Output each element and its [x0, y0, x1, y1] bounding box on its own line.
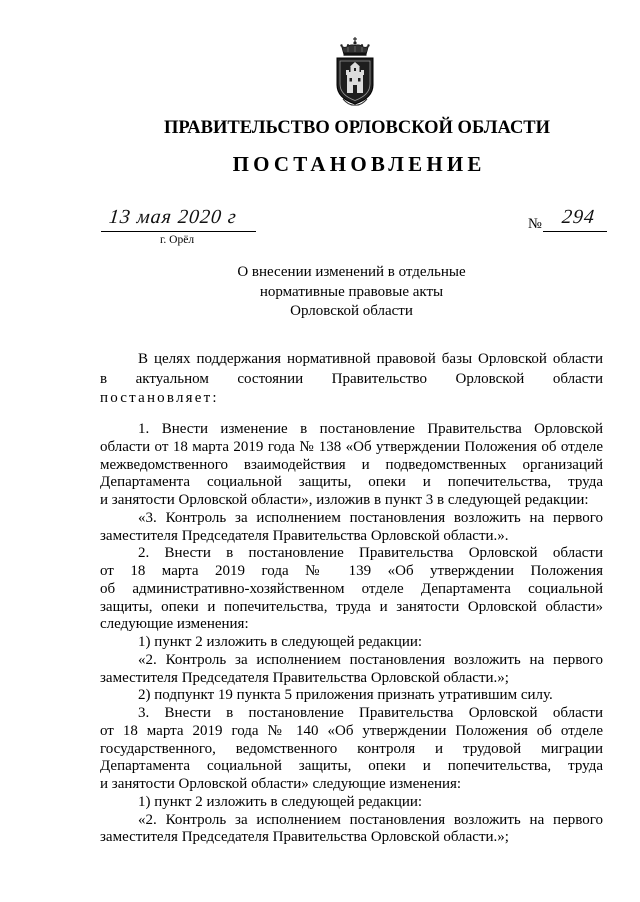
- document-body: [100, 421, 603, 847]
- body-line: и занятости Орловской области» следующие изменения:: [100, 776, 462, 792]
- body-line: 1) пункт 2 изложить в следующей редакции:: [138, 793, 423, 810]
- body-line: области от 18 марта 2019 года № 138 «Об утверждении Положения об отделе: [100, 438, 603, 455]
- body-paragraph: [100, 687, 603, 705]
- body-line: Департамента социальной защиты, опеки и попечительства, труда: [100, 474, 603, 491]
- title-line: Орловской области: [290, 303, 413, 319]
- coat-of-arms-icon: [331, 37, 379, 107]
- body-line: «3. Контроль за исполнением постановления возложить на первого: [138, 509, 603, 526]
- crown-icon: [340, 37, 369, 56]
- body-line: 3. Внести в постановление Правительства Орловской области: [138, 705, 603, 721]
- preamble: [100, 350, 603, 409]
- body-line: заместителя Председателя Правительства Орловской области.»;: [100, 669, 509, 686]
- body-line: межведомственного взаимодействия и подведомственных организаций: [100, 456, 603, 473]
- body-paragraph: [100, 545, 603, 634]
- body-paragraph: [100, 421, 603, 510]
- document-type: ПОСТАНОВЛЕНИЕ: [232, 152, 486, 176]
- preamble-line: в актуальном состоянии Правительство Орловской области: [100, 370, 603, 387]
- body-line: 1. Внести изменение в постановление Правительства Орловской: [138, 421, 603, 437]
- body-line: государственного, ведомственного контроля и трудовой миграции: [100, 740, 603, 757]
- body-line: 2. Внести в постановление Правительства Орловской области: [138, 545, 603, 562]
- body-line: от 18 марта 2019 года № 140 «Об утверждении Положения об отделе: [100, 722, 603, 739]
- body-line: заместителя Председателя Правительства Орловской области.».: [100, 527, 509, 544]
- body-line: 1) пункт 2 изложить в следующей редакции:: [138, 634, 423, 650]
- body-line: Департамента социальной защиты, опеки и попечительства, труда: [100, 758, 603, 775]
- city-label: г. Орёл: [160, 234, 195, 246]
- body-line: об административно-хозяйственном отделе Департамента социальной: [100, 580, 603, 597]
- number-field: [543, 208, 607, 232]
- preamble-line: В целях поддержания нормативной правовой базы Орловской области: [138, 351, 603, 367]
- body-paragraph: [100, 705, 603, 794]
- date-field: [101, 208, 256, 232]
- body-paragraph: [100, 510, 603, 546]
- title-line: нормативные правовые акты: [259, 283, 444, 300]
- body-line: следующие изменения:: [100, 616, 249, 633]
- decree-word: постановляет:: [100, 390, 219, 406]
- handwritten-number: 294: [560, 206, 597, 228]
- body-paragraph: [100, 794, 603, 812]
- number-sign: №: [528, 216, 542, 232]
- body-line: от 18 марта 2019 года № 139 «Об утверждении Положения: [100, 563, 603, 579]
- body-paragraph: [100, 634, 603, 652]
- body-line: и занятости Орловской области», изложив в пункт 3 в следующей редакции:: [100, 492, 589, 508]
- title-line: О внесении изменений в отдельные: [237, 264, 466, 280]
- body-line: защиты, опеки и попечительства, труда и занятости Орловской области»: [100, 598, 603, 615]
- body-line: «2. Контроль за исполнением постановления возложить на первого: [138, 811, 603, 828]
- body-paragraph: [100, 812, 603, 848]
- body-line: 2) подпункт 19 пункта 5 приложения признать утратившим силу.: [138, 687, 553, 704]
- body-paragraph: [100, 652, 603, 688]
- body-line: «2. Контроль за исполнением постановления возложить на первого: [138, 651, 603, 668]
- handwritten-date: 13 мая 2020 г: [107, 206, 239, 228]
- body-line: заместителя Председателя Правительства Орловской области.»;: [100, 829, 509, 846]
- document-title: [100, 263, 603, 322]
- government-name: ПРАВИТЕЛЬСТВО ОРЛОВСКОЙ ОБЛАСТИ: [163, 118, 551, 138]
